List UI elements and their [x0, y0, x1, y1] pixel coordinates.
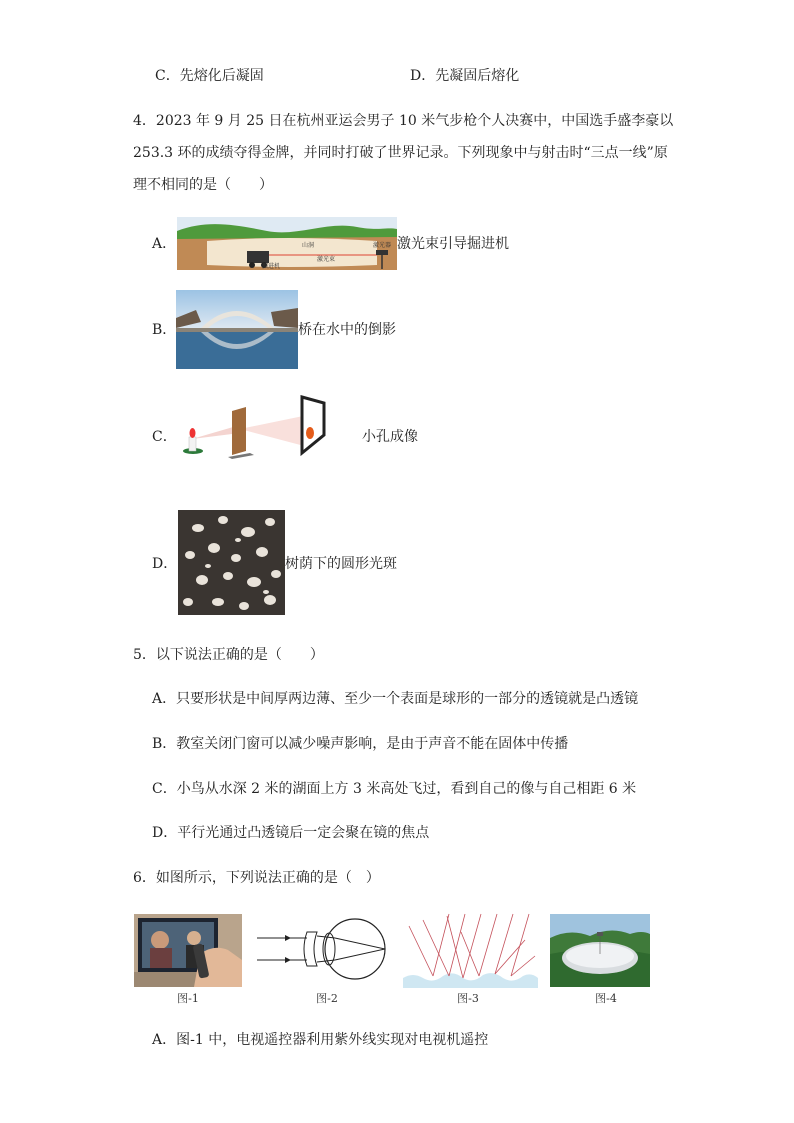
q4-option-c-text: 小孔成像 [362, 429, 418, 445]
tunnel-label-cave: 山洞 [302, 242, 315, 249]
tunnel-label-machine: 掘进机 [262, 263, 281, 270]
figure-4-caption: 图-4 [595, 992, 617, 1005]
q6-option-a: A．图-1 中，电视遥控器利用紫外线实现对电视机遥控 [152, 1032, 489, 1048]
tunnel-label-laser-device: 激光器 [373, 242, 392, 249]
q5-option-d: D．平行光通过凸透镜后一定会聚在镜的焦点 [152, 825, 430, 841]
q4-stem-line1: 4．2023 年 9 月 25 日在杭州亚运会男子 10 米气步枪个人决赛中，中国选手盛李豪以 [133, 113, 674, 129]
q5-option-a: A．只要形状是中间厚两边薄、至少一个表面是球形的一部分的透镜就是凸透镜 [152, 691, 639, 707]
q4-option-c-letter: C． [152, 429, 177, 445]
figure-3-caption: 图-3 [457, 992, 479, 1005]
q4-option-d-text: 树荫下的圆形光斑 [285, 556, 397, 572]
pinhole-camera-image [178, 395, 328, 460]
tree-shade-light-spots-image [178, 510, 285, 615]
figure-4-radio-telescope-image [550, 914, 650, 987]
q4-option-a-letter: A． [152, 236, 177, 252]
q4-option-b-text: 桥在水中的倒影 [298, 322, 396, 338]
q4-stem-line3: 理不相同的是（ ） [133, 177, 273, 193]
figure-1-remote-image [134, 914, 242, 987]
q5-option-b: B．教室关闭门窗可以减少噪声影响，是由于声音不能在固体中传播 [152, 736, 569, 752]
q6-stem: 6．如图所示，下列说法正确的是（ ） [133, 870, 380, 886]
figure-2-caption: 图-2 [316, 992, 338, 1005]
q4-option-a-text: 激光束引导掘进机 [397, 236, 509, 252]
bridge-reflection-image [176, 290, 298, 369]
figure-2-eye-lens-diagram [255, 914, 390, 984]
q5-stem: 5．以下说法正确的是（ ） [133, 647, 324, 663]
tunnel-label-laser: 激光束 [317, 256, 336, 263]
q3-option-d: D．先凝固后熔化 [410, 68, 520, 84]
q3-option-c: C．先熔化后凝固 [155, 68, 264, 84]
q4-option-b-letter: B． [152, 322, 177, 338]
tunnel-laser-image [177, 217, 397, 270]
q5-option-c: C．小鸟从水深 2 米的湖面上方 3 米高处飞过，看到自己的像与自己相距 6 米 [152, 781, 637, 797]
figure-1-caption: 图-1 [177, 992, 199, 1005]
figure-3-diffuse-reflection-diagram [403, 912, 538, 988]
q4-option-d-letter: D． [152, 556, 178, 572]
q4-stem-line2: 253.3 环的成绩夺得金牌，并同时打破了世界记录。下列现象中与射击时“三点一线”原 [133, 145, 668, 161]
